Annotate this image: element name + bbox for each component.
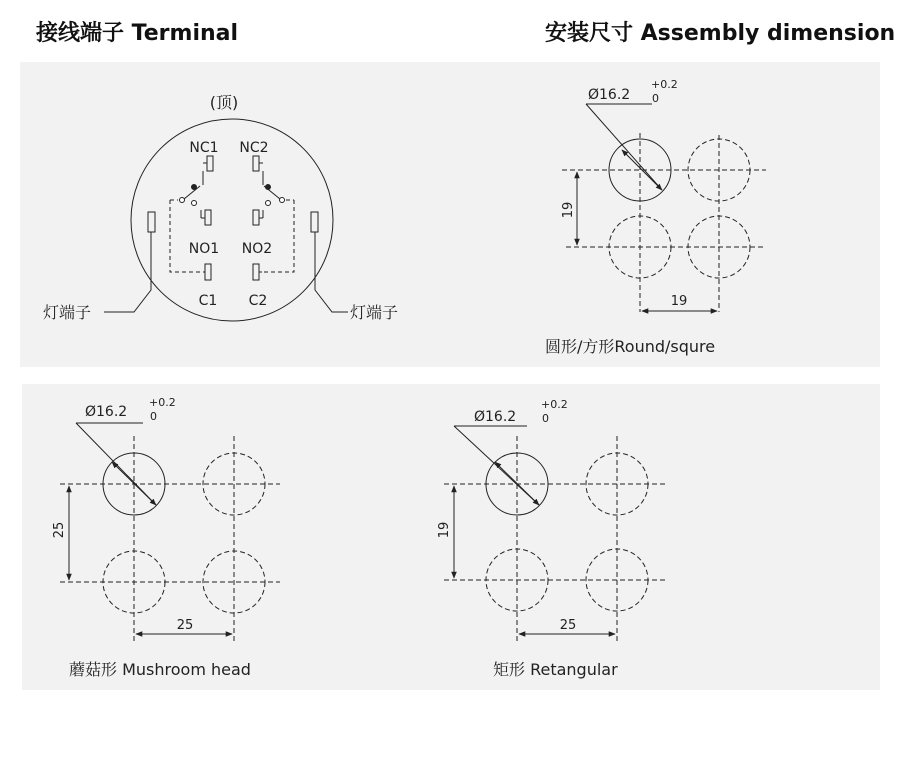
switch-body-outline — [131, 119, 333, 321]
top-label: (顶) — [209, 93, 239, 112]
c1-label: C1 — [198, 293, 218, 309]
rect-layout — [444, 426, 666, 642]
lamp-terminal-left — [104, 212, 155, 312]
round-centerlines — [562, 133, 766, 312]
round-tol-upper: +0.2 — [651, 78, 678, 91]
lamp-terminal-right — [311, 212, 348, 312]
no2-label: NO2 — [241, 241, 273, 257]
round-tol-lower: 0 — [652, 92, 659, 105]
rect-h-spacing: 25 — [559, 618, 577, 633]
nc2-terminal — [253, 156, 263, 185]
round-diameter-label: Ø16.2 — [588, 87, 631, 103]
wiring-dashed — [170, 200, 294, 272]
round-caption: 圆形/方形Round/squre — [545, 337, 716, 356]
mushroom-tol-lower: 0 — [150, 410, 157, 423]
round-layout — [562, 104, 766, 312]
c2-terminal — [253, 264, 262, 280]
no1-label: NO1 — [188, 241, 220, 257]
nc1-label: NC1 — [189, 140, 219, 156]
c1-terminal — [203, 264, 211, 280]
mushroom-caption: 蘑菇形 Mushroom head — [69, 660, 251, 679]
mushroom-h-spacing: 25 — [176, 618, 194, 633]
round-h-spacing: 19 — [670, 294, 688, 309]
terminal-heading: 接线端子 Terminal — [36, 21, 239, 46]
mushroom-diameter-label: Ø16.2 — [85, 404, 128, 420]
rect-v-spacing: 19 — [437, 521, 452, 539]
switch-contacts — [180, 185, 285, 206]
mushroom-layout — [60, 423, 280, 642]
round-v-spacing: 19 — [561, 201, 576, 219]
mushroom-centerlines — [60, 436, 280, 642]
assembly-heading: 安装尺寸 Assembly dimension — [545, 21, 896, 46]
terminal-diagram — [104, 119, 348, 321]
rect-centerlines — [444, 436, 666, 642]
rect-tol-lower: 0 — [542, 412, 549, 425]
no1-terminal — [201, 210, 211, 225]
rect-caption: 矩形 Retangular — [493, 660, 618, 679]
nc2-label: NC2 — [239, 140, 269, 156]
no2-terminal — [253, 210, 263, 225]
nc1-terminal — [203, 156, 213, 185]
round-holes-dashed — [609, 139, 750, 278]
rect-tol-upper: +0.2 — [541, 398, 568, 411]
mushroom-tol-upper: +0.2 — [149, 396, 176, 409]
c2-label: C2 — [248, 293, 268, 309]
mushroom-v-spacing: 25 — [52, 521, 67, 539]
rect-diameter-label: Ø16.2 — [474, 409, 517, 425]
lamp-terminal-right-label: 灯端子 — [350, 303, 399, 322]
lamp-terminal-left-label: 灯端子 — [43, 303, 92, 322]
